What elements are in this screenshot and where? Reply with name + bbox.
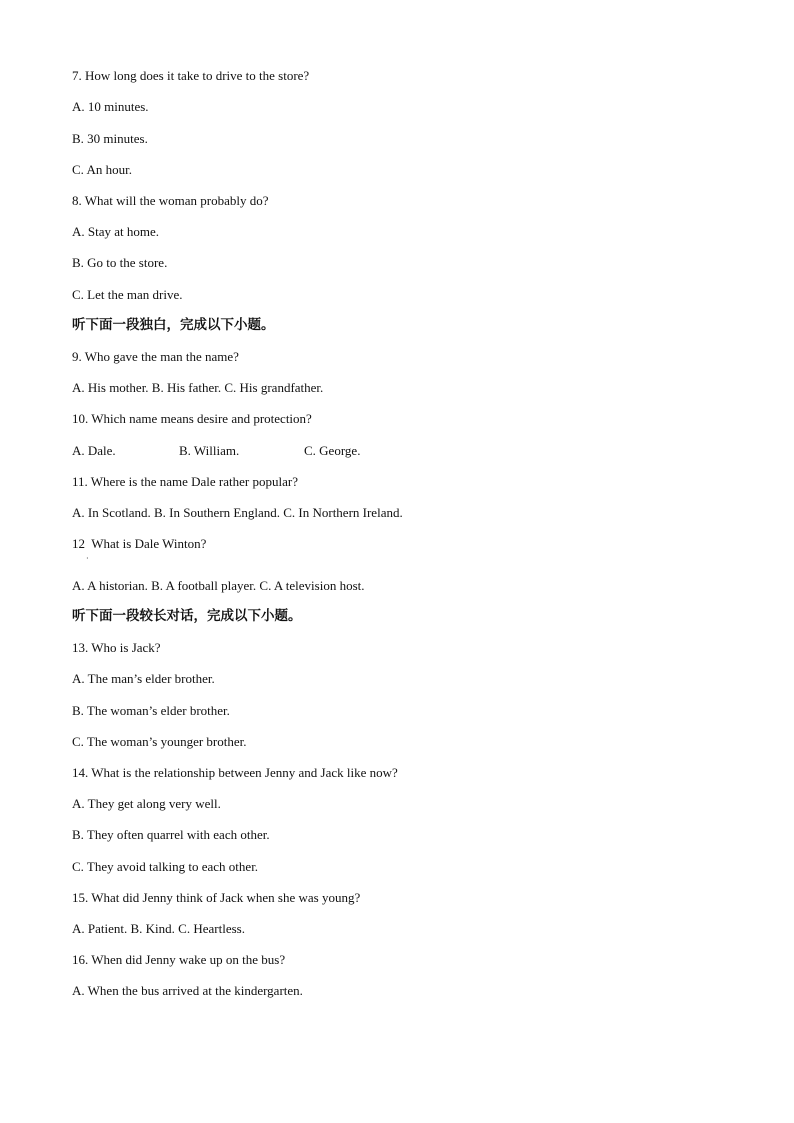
q9-options: A. His mother. B. His father. C. His grandfather. — [72, 380, 324, 395]
q12-options: A. A historian. B. A football player. C. A television host. — [72, 578, 365, 593]
q15-options: A. Patient. B. Kind. C. Heartless. — [72, 921, 245, 936]
q10-option-a: A. Dale. — [72, 443, 116, 458]
question-8: 8. What will the woman probably do? — [72, 193, 269, 208]
question-9: 9. Who gave the man the name? — [72, 349, 239, 364]
question-13: 13. Who is Jack? — [72, 640, 161, 655]
q14-option-a: A. They get along very well. — [72, 796, 221, 811]
section-heading-monologue: 听下面一段独白，完成以下小题。 — [72, 317, 275, 333]
q8-option-b: B. Go to the store. — [72, 255, 168, 270]
section-heading-dialogue: 听下面一段较长对话，完成以下小题。 — [72, 608, 302, 624]
q7-option-b: B. 30 minutes. — [72, 131, 148, 146]
q14-option-c: C. They avoid talking to each other. — [72, 859, 259, 874]
question-16: 16. When did Jenny wake up on the bus? — [72, 952, 286, 967]
question-10: 10. Which name means desire and protection? — [72, 411, 312, 426]
stray-mark: · — [86, 554, 89, 563]
question-11: 11. Where is the name Dale rather popular? — [72, 474, 298, 489]
q14-option-b: B. They often quarrel with each other. — [72, 827, 270, 842]
q8-option-a: A. Stay at home. — [72, 224, 160, 239]
q16-option-a: A. When the bus arrived at the kindergarten. — [72, 983, 303, 998]
q10-option-c: C. George. — [304, 443, 361, 458]
question-12: 12 What is Dale Winton? — [72, 536, 207, 551]
question-7: 7. How long does it take to drive to the store? — [72, 68, 310, 83]
q13-option-c: C. The woman’s younger brother. — [72, 734, 247, 749]
q13-option-b: B. The woman’s elder brother. — [72, 703, 230, 718]
question-15: 15. What did Jenny think of Jack when she was young? — [72, 890, 361, 905]
q13-option-a: A. The man’s elder brother. — [72, 671, 215, 686]
question-14: 14. What is the relationship between Jenny and Jack like now? — [72, 765, 398, 780]
q8-option-c: C. Let the man drive. — [72, 287, 183, 302]
q11-options: A. In Scotland. B. In Southern England. C. In Northern Ireland. — [72, 505, 403, 520]
q10-options — [72, 443, 360, 459]
q7-option-a: A. 10 minutes. — [72, 99, 149, 114]
q10-option-b: B. William. — [179, 443, 240, 458]
q7-option-c: C. An hour. — [72, 162, 132, 177]
